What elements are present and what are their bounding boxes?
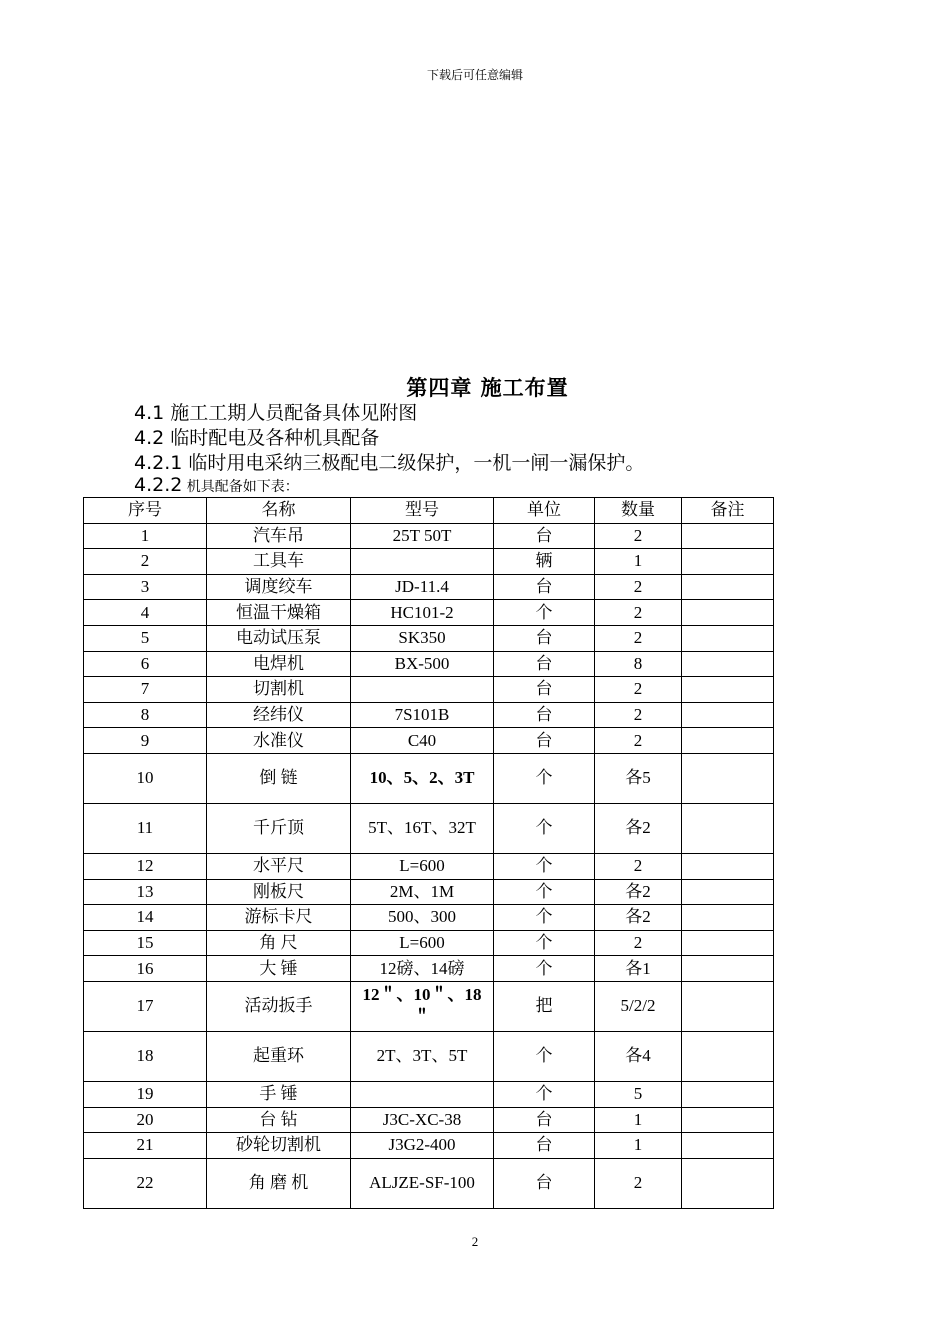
cell-quantity: 各2 bbox=[595, 879, 682, 905]
cell-name: 汽车吊 bbox=[207, 523, 351, 549]
paragraph-4-1: 4.1 施工工期人员配备具体见附图 bbox=[134, 402, 418, 424]
cell-remarks bbox=[682, 803, 774, 853]
cell-unit: 个 bbox=[494, 600, 595, 626]
cell-unit: 个 bbox=[494, 753, 595, 803]
cell-index: 13 bbox=[84, 879, 207, 905]
table-row bbox=[84, 1107, 774, 1133]
cell-quantity: 2 bbox=[595, 1158, 682, 1208]
cell-unit: 台 bbox=[494, 677, 595, 703]
table-row bbox=[84, 956, 774, 982]
cell-remarks bbox=[682, 1133, 774, 1159]
cell-name: 活动扳手 bbox=[207, 981, 351, 1031]
cell-unit: 个 bbox=[494, 803, 595, 853]
cell-model: 12＂、10＂、18＂ bbox=[351, 981, 494, 1031]
cell-remarks bbox=[682, 574, 774, 600]
paragraph-4-2-2 bbox=[134, 474, 299, 496]
cell-quantity: 5 bbox=[595, 1081, 682, 1107]
header-quantity: 数量 bbox=[595, 498, 682, 524]
cell-name: 手 锤 bbox=[207, 1081, 351, 1107]
cell-name: 调度绞车 bbox=[207, 574, 351, 600]
cell-name: 千斤顶 bbox=[207, 803, 351, 853]
cell-index: 5 bbox=[84, 625, 207, 651]
cell-index: 22 bbox=[84, 1158, 207, 1208]
cell-name: 起重环 bbox=[207, 1031, 351, 1081]
table-row bbox=[84, 677, 774, 703]
table-row bbox=[84, 600, 774, 626]
chapter-title: 第四章 施工布置 bbox=[406, 376, 569, 400]
cell-remarks bbox=[682, 956, 774, 982]
cell-quantity: 2 bbox=[595, 625, 682, 651]
cell-quantity: 2 bbox=[595, 930, 682, 956]
cell-model: 2M、1M bbox=[351, 879, 494, 905]
cell-remarks bbox=[682, 753, 774, 803]
cell-model: 7S101B bbox=[351, 702, 494, 728]
cell-index: 7 bbox=[84, 677, 207, 703]
cell-quantity: 1 bbox=[595, 1107, 682, 1133]
cell-model: ALJZE-SF-100 bbox=[351, 1158, 494, 1208]
cell-quantity: 2 bbox=[595, 523, 682, 549]
cell-name: 水平尺 bbox=[207, 853, 351, 879]
equipment-table bbox=[83, 497, 774, 1209]
cell-remarks bbox=[682, 981, 774, 1031]
cell-quantity: 2 bbox=[595, 702, 682, 728]
cell-name: 恒温干燥箱 bbox=[207, 600, 351, 626]
table-row bbox=[84, 853, 774, 879]
cell-model: 5T、16T、32T bbox=[351, 803, 494, 853]
header-name: 名称 bbox=[207, 498, 351, 524]
cell-quantity: 2 bbox=[595, 574, 682, 600]
cell-index: 9 bbox=[84, 728, 207, 754]
cell-index: 20 bbox=[84, 1107, 207, 1133]
cell-quantity: 1 bbox=[595, 549, 682, 575]
cell-name: 砂轮切割机 bbox=[207, 1133, 351, 1159]
cell-quantity: 1 bbox=[595, 1133, 682, 1159]
cell-model: JD-11.4 bbox=[351, 574, 494, 600]
cell-quantity: 2 bbox=[595, 677, 682, 703]
cell-unit: 把 bbox=[494, 981, 595, 1031]
cell-quantity: 各5 bbox=[595, 753, 682, 803]
cell-remarks bbox=[682, 930, 774, 956]
table-row bbox=[84, 1081, 774, 1107]
cell-unit: 个 bbox=[494, 930, 595, 956]
cell-unit: 个 bbox=[494, 853, 595, 879]
cell-quantity: 2 bbox=[595, 600, 682, 626]
table-row bbox=[84, 1133, 774, 1159]
cell-quantity: 2 bbox=[595, 728, 682, 754]
cell-model: 2T、3T、5T bbox=[351, 1031, 494, 1081]
cell-unit: 个 bbox=[494, 905, 595, 931]
cell-model: BX-500 bbox=[351, 651, 494, 677]
cell-model: 12磅、14磅 bbox=[351, 956, 494, 982]
cell-index: 14 bbox=[84, 905, 207, 931]
cell-quantity: 2 bbox=[595, 853, 682, 879]
paragraph-number: 4.2.2 bbox=[134, 474, 183, 496]
cell-index: 15 bbox=[84, 930, 207, 956]
cell-model: 500、300 bbox=[351, 905, 494, 931]
table-row bbox=[84, 905, 774, 931]
cell-remarks bbox=[682, 625, 774, 651]
cell-unit: 台 bbox=[494, 1158, 595, 1208]
cell-remarks bbox=[682, 549, 774, 575]
table-row bbox=[84, 574, 774, 600]
table-header-row bbox=[84, 498, 774, 524]
table-row bbox=[84, 753, 774, 803]
cell-model: L=600 bbox=[351, 853, 494, 879]
cell-unit: 台 bbox=[494, 523, 595, 549]
cell-quantity: 8 bbox=[595, 651, 682, 677]
table-row bbox=[84, 879, 774, 905]
cell-unit: 台 bbox=[494, 574, 595, 600]
cell-name: 电动试压泵 bbox=[207, 625, 351, 651]
cell-index: 6 bbox=[84, 651, 207, 677]
cell-index: 1 bbox=[84, 523, 207, 549]
cell-name: 角 磨 机 bbox=[207, 1158, 351, 1208]
cell-remarks bbox=[682, 1031, 774, 1081]
cell-quantity: 5/2/2 bbox=[595, 981, 682, 1031]
cell-unit: 台 bbox=[494, 1107, 595, 1133]
header-index: 序号 bbox=[84, 498, 207, 524]
cell-index: 11 bbox=[84, 803, 207, 853]
cell-remarks bbox=[682, 600, 774, 626]
cell-name: 倒 链 bbox=[207, 753, 351, 803]
cell-index: 4 bbox=[84, 600, 207, 626]
cell-model: SK350 bbox=[351, 625, 494, 651]
cell-model: J3G2-400 bbox=[351, 1133, 494, 1159]
table-body bbox=[84, 523, 774, 1208]
cell-remarks bbox=[682, 879, 774, 905]
cell-index: 21 bbox=[84, 1133, 207, 1159]
cell-name: 台 钻 bbox=[207, 1107, 351, 1133]
cell-model: C40 bbox=[351, 728, 494, 754]
cell-remarks bbox=[682, 728, 774, 754]
cell-index: 19 bbox=[84, 1081, 207, 1107]
cell-index: 10 bbox=[84, 753, 207, 803]
cell-name: 切割机 bbox=[207, 677, 351, 703]
cell-quantity: 各1 bbox=[595, 956, 682, 982]
cell-name: 角 尺 bbox=[207, 930, 351, 956]
cell-remarks bbox=[682, 1107, 774, 1133]
cell-name: 大 锤 bbox=[207, 956, 351, 982]
cell-model: 10、5、2、3T bbox=[351, 753, 494, 803]
cell-model bbox=[351, 1081, 494, 1107]
cell-index: 16 bbox=[84, 956, 207, 982]
cell-index: 2 bbox=[84, 549, 207, 575]
cell-name: 工具车 bbox=[207, 549, 351, 575]
cell-unit: 个 bbox=[494, 956, 595, 982]
cell-unit: 台 bbox=[494, 651, 595, 677]
cell-model: J3C-XC-38 bbox=[351, 1107, 494, 1133]
cell-quantity: 各4 bbox=[595, 1031, 682, 1081]
cell-name: 水准仪 bbox=[207, 728, 351, 754]
cell-index: 8 bbox=[84, 702, 207, 728]
cell-unit: 台 bbox=[494, 1133, 595, 1159]
cell-index: 17 bbox=[84, 981, 207, 1031]
table-row bbox=[84, 625, 774, 651]
cell-name: 刚板尺 bbox=[207, 879, 351, 905]
table-row bbox=[84, 803, 774, 853]
cell-quantity: 各2 bbox=[595, 905, 682, 931]
table-row bbox=[84, 702, 774, 728]
cell-remarks bbox=[682, 905, 774, 931]
page-number: 2 bbox=[471, 1234, 479, 1249]
cell-unit: 辆 bbox=[494, 549, 595, 575]
cell-model: 25T 50T bbox=[351, 523, 494, 549]
cell-remarks bbox=[682, 523, 774, 549]
cell-unit: 台 bbox=[494, 728, 595, 754]
cell-name: 经纬仪 bbox=[207, 702, 351, 728]
cell-name: 游标卡尺 bbox=[207, 905, 351, 931]
table-row bbox=[84, 728, 774, 754]
table-row bbox=[84, 981, 774, 1031]
table-row bbox=[84, 549, 774, 575]
header-remarks: 备注 bbox=[682, 498, 774, 524]
cell-unit: 个 bbox=[494, 879, 595, 905]
cell-remarks bbox=[682, 1158, 774, 1208]
cell-quantity: 各2 bbox=[595, 803, 682, 853]
paragraph-4-2: 4.2 临时配电及各种机具配备 bbox=[134, 427, 380, 449]
cell-unit: 台 bbox=[494, 702, 595, 728]
table-row bbox=[84, 651, 774, 677]
cell-index: 3 bbox=[84, 574, 207, 600]
table-row bbox=[84, 1158, 774, 1208]
table-row bbox=[84, 1031, 774, 1081]
cell-index: 12 bbox=[84, 853, 207, 879]
cell-model: L=600 bbox=[351, 930, 494, 956]
paragraph-text: 机具配备如下表： bbox=[182, 479, 299, 495]
cell-name: 电焊机 bbox=[207, 651, 351, 677]
cell-model bbox=[351, 549, 494, 575]
paragraph-4-2-1: 4.2.1 临时用电采纳三极配电二级保护，一机一闸一漏保护。 bbox=[134, 452, 645, 474]
cell-remarks bbox=[682, 702, 774, 728]
table-row bbox=[84, 523, 774, 549]
cell-unit: 个 bbox=[494, 1081, 595, 1107]
cell-model bbox=[351, 677, 494, 703]
cell-unit: 个 bbox=[494, 1031, 595, 1081]
cell-model: HC101-2 bbox=[351, 600, 494, 626]
cell-remarks bbox=[682, 1081, 774, 1107]
table-row bbox=[84, 930, 774, 956]
header-note: 下载后可任意编辑 bbox=[426, 68, 523, 82]
cell-unit: 台 bbox=[494, 625, 595, 651]
header-model: 型号 bbox=[351, 498, 494, 524]
header-unit: 单位 bbox=[494, 498, 595, 524]
cell-remarks bbox=[682, 651, 774, 677]
cell-index: 18 bbox=[84, 1031, 207, 1081]
cell-remarks bbox=[682, 853, 774, 879]
cell-remarks bbox=[682, 677, 774, 703]
